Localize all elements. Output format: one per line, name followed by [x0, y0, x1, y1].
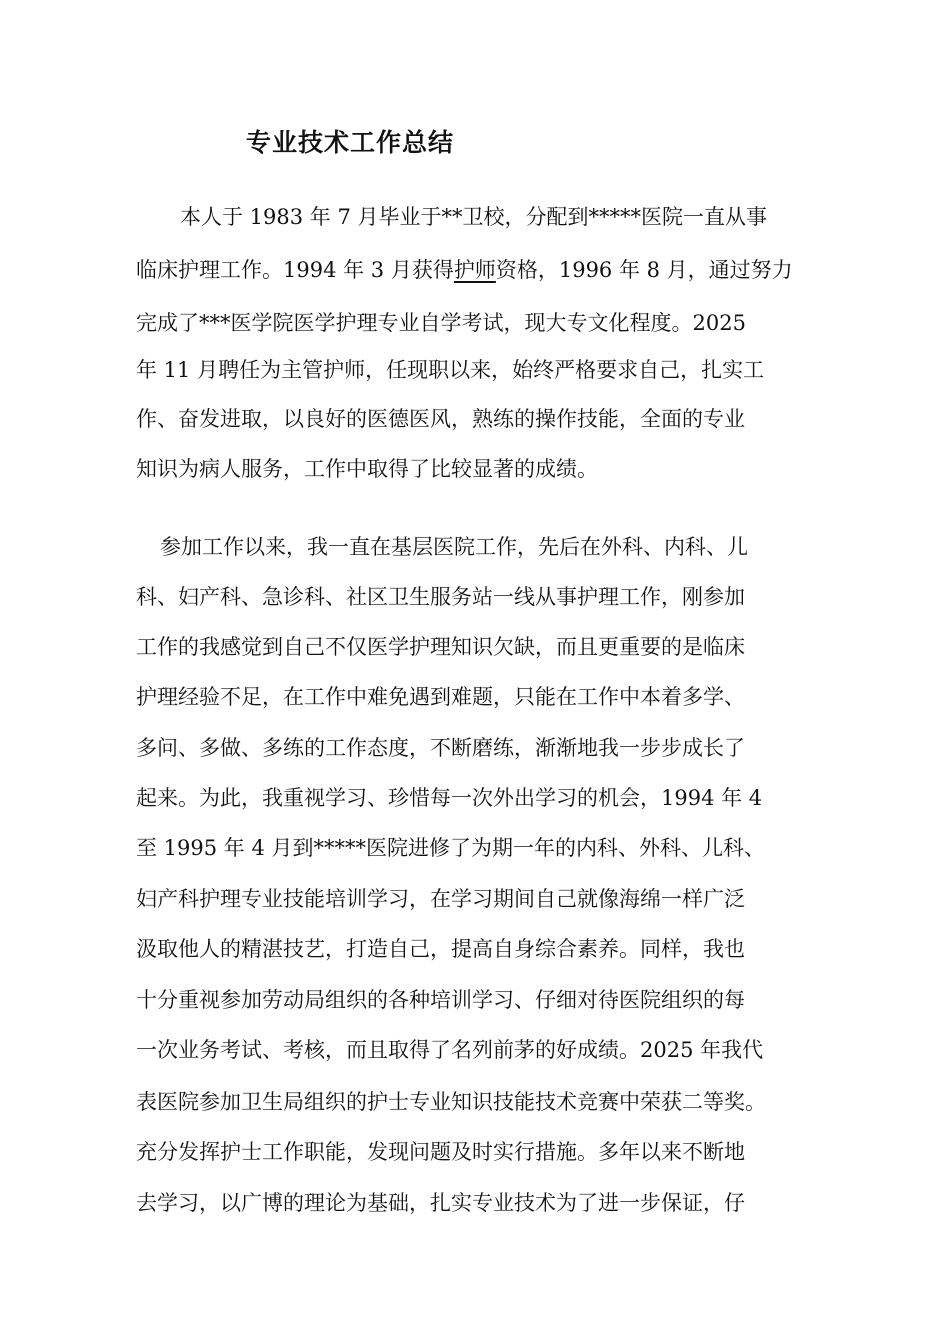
document-title: 专业技术工作总结: [246, 128, 455, 157]
paragraph-2-line-3: 工作的我感觉到自己不仅医学护理知识欠缺，而且更重要的是临床: [136, 635, 745, 659]
paragraph-2-line-4: 护理经验不足，在工作中难免遇到难题，只能在工作中本着多学、: [136, 685, 745, 709]
paragraph-2-line-13: 充分发挥护士工作职能，发现问题及时实行措施。多年以来不断地: [136, 1140, 745, 1164]
paragraph-2-line-9: 汲取他人的精湛技艺，打造自己，提高自身综合素养。同样，我也: [136, 937, 745, 961]
underlined-term: 护师: [453, 258, 496, 282]
paragraph-2-line-1: 参加工作以来，我一直在基层医院工作，先后在外科、内科、儿: [160, 535, 748, 559]
text-segment: 资格，1996 年 8 月，通过努力: [495, 258, 793, 282]
paragraph-2-line-5: 多问、多做、多练的工作态度，不断磨练，渐渐地我一步步成长了: [136, 736, 745, 760]
paragraph-2-line-6: 起来。为此，我重视学习、珍惜每一次外出学习的机会，1994 年 4: [136, 786, 763, 810]
paragraph-1-line-1: 本人于 1983 年 7 月毕业于**卫校，分配到*****医院一直从事: [180, 205, 768, 229]
paragraph-1-line-5: 作、奋发进取，以良好的医德医风，熟练的操作技能，全面的专业: [136, 407, 745, 431]
paragraph-1-line-4: 年 11 月聘任为主管护师，任现职以来，始终严格要求自己，扎实工: [136, 358, 765, 382]
paragraph-2-line-10: 十分重视参加劳动局组织的各种培训学习、仔细对待医院组织的每: [136, 988, 745, 1012]
paragraph-2-line-11: 一次业务考试、考核，而且取得了名列前茅的好成绩。2025 年我代: [136, 1038, 764, 1062]
text-segment: 临床护理工作。1994 年 3 月获得: [136, 258, 454, 282]
paragraph-2-line-8: 妇产科护理专业技能培训学习，在学习期间自己就像海绵一样广泛: [136, 887, 745, 911]
paragraph-2-line-14: 去学习，以广博的理论为基础，扎实专业技术为了进一步保证，仔: [136, 1191, 745, 1215]
paragraph-2-line-7: 至 1995 年 4 月到*****医院进修了为期一年的内科、外科、儿科、: [136, 836, 766, 860]
paragraph-2-line-12: 表医院参加卫生局组织的护士专业知识技能技术竞赛中荣获二等奖。: [136, 1090, 766, 1114]
paragraph-1-line-6: 知识为病人服务，工作中取得了比较显著的成绩。: [136, 457, 598, 481]
paragraph-1-line-2: [136, 255, 826, 285]
paragraph-1-line-3: 完成了***医学院医学护理专业自学考试，现大专文化程度。2025: [136, 311, 746, 335]
paragraph-2-line-2: 科、妇产科、急诊科、社区卫生服务站一线从事护理工作，刚参加: [136, 585, 745, 609]
